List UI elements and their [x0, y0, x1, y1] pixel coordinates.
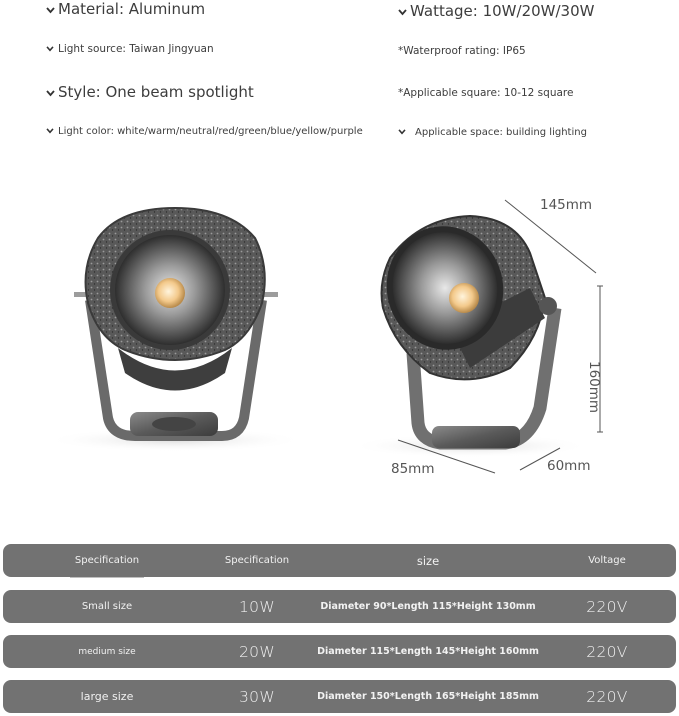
header-size: size [416, 553, 440, 568]
product-photo [0, 178, 679, 500]
chevron-down-icon [398, 129, 415, 135]
spotlight-front-view [45, 208, 305, 452]
spec-material [46, 0, 205, 18]
spec-light-source-text: Light source: Taiwan Jingyuan [58, 43, 214, 55]
table-header [3, 544, 676, 577]
dimension-depth: 60mm [547, 458, 591, 474]
chevron-down-icon [46, 46, 58, 52]
row-name: Small size [81, 601, 133, 612]
chevron-down-icon [46, 128, 58, 134]
row-voltage: 220V [586, 597, 628, 616]
row-size: Diameter 90*Length 115*Height 130mm [320, 601, 536, 612]
chevron-down-icon [398, 9, 410, 16]
chevron-down-icon [46, 7, 58, 14]
header-specification: Specification [74, 555, 140, 566]
spec-applicable-square-text: *Applicable square: 10-12 square [398, 87, 574, 99]
spec-waterproof [398, 45, 526, 57]
header-specification-power: Specification [224, 555, 290, 566]
spec-applicable-square [398, 87, 573, 99]
row-name: large size [80, 690, 134, 703]
spec-light-source [46, 43, 214, 55]
dimension-height: 160mm [586, 361, 602, 414]
table-row [3, 590, 676, 623]
spec-light-color-text: Light color: white/warm/neutral/red/green/blue/yellow/purple [58, 126, 363, 137]
header-voltage: Voltage [588, 555, 626, 566]
row-size: Diameter 150*Length 165*Height 185mm [317, 691, 539, 702]
row-voltage: 220V [586, 687, 628, 706]
dimension-top: 145mm [540, 197, 593, 213]
spec-wattage [398, 2, 594, 20]
row-voltage: 220V [586, 642, 628, 661]
spec-applicable-space [398, 127, 587, 138]
chevron-down-icon [46, 90, 58, 97]
row-power: 30W [239, 687, 275, 706]
row-size: Diameter 115*Length 145*Height 160mm [317, 646, 539, 657]
row-power: 10W [239, 597, 275, 616]
table-row [3, 680, 676, 713]
row-name: medium size [78, 646, 136, 657]
spec-material-text: Material: Aluminum [58, 0, 206, 18]
table-row [3, 635, 676, 668]
dimension-width: 85mm [391, 461, 435, 477]
spec-waterproof-text: *Waterproof rating: IP65 [398, 45, 526, 57]
spec-style [46, 83, 254, 101]
row-power: 20W [239, 642, 275, 661]
spec-applicable-space-text: Applicable space: building lighting [415, 127, 587, 138]
header-underline [70, 577, 144, 578]
spotlight-side-view [350, 213, 590, 458]
spec-light-color [46, 126, 363, 137]
spec-wattage-text: Wattage: 10W/20W/30W [410, 2, 595, 20]
spec-style-text: Style: One beam spotlight [58, 83, 254, 101]
